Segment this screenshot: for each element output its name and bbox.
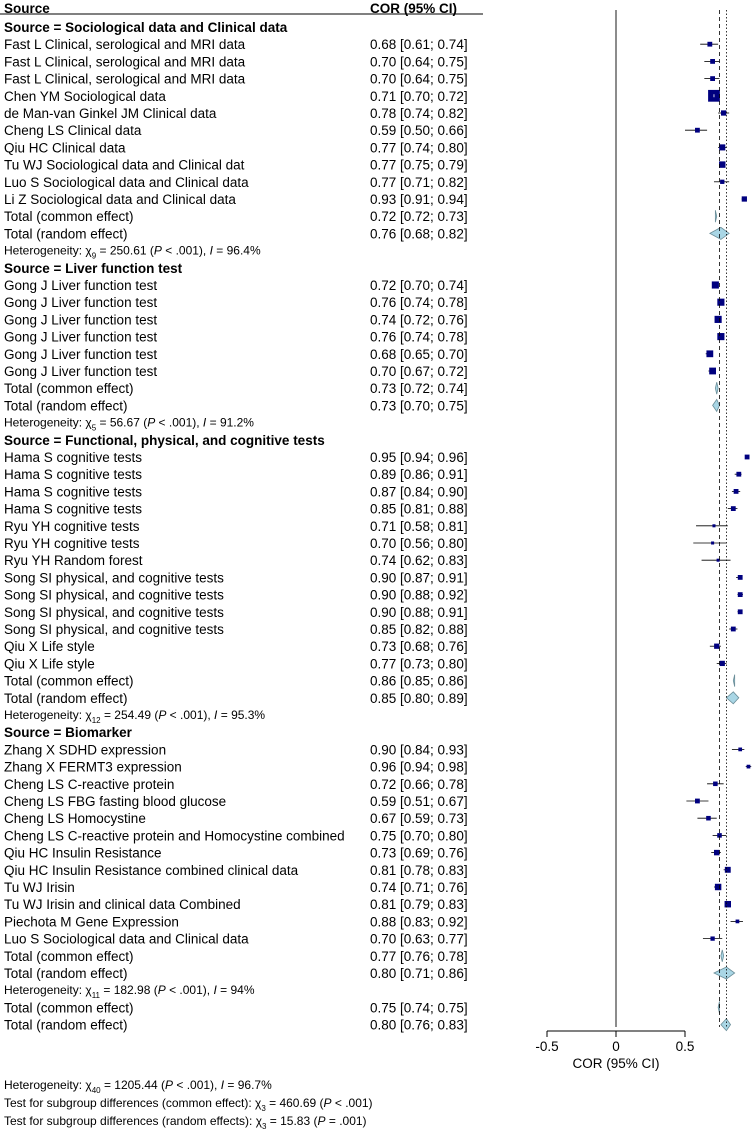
study-ci: 0.77 [0.73; 0.80] <box>370 656 468 672</box>
study-label: Song SI physical, and cognitive tests <box>4 604 224 620</box>
study-label: Qiu HC Clinical data <box>4 140 126 156</box>
stat-value: = 254.49 ( <box>100 708 159 722</box>
study-ci: 0.93 [0.91; 0.94] <box>370 192 468 207</box>
study-ci: 0.85 [0.82; 0.88] <box>370 622 468 637</box>
subtotal-common-label: Total (common effect) <box>4 381 134 397</box>
study-label: Cheng LS FBG fasting blood glucose <box>4 794 227 809</box>
study-label: Gong J Liver function test <box>4 312 158 328</box>
study-ci: 0.78 [0.74; 0.82] <box>370 106 468 121</box>
heterogeneity-text <box>4 983 255 1000</box>
heterogeneity-text <box>4 1114 367 1131</box>
study-label: Qiu HC Insulin Resistance <box>4 845 162 861</box>
p-value: < .001), <box>161 243 210 258</box>
group-title: Source = Liver function test <box>4 260 183 276</box>
p-value: < .001), <box>166 708 215 722</box>
study-ci: 0.90 [0.88; 0.91] <box>370 604 468 620</box>
study-ci: 0.81 [0.78; 0.83] <box>370 862 468 878</box>
subtotal-random-diamond <box>714 967 735 979</box>
heterogeneity-text <box>4 1078 272 1095</box>
p-label: P <box>165 1078 174 1092</box>
study-ci: 0.59 [0.51; 0.67] <box>370 794 468 809</box>
study-ci: 0.71 [0.58; 0.81] <box>370 518 468 534</box>
heterogeneity-text <box>4 244 261 261</box>
study-ci: 0.74 [0.72; 0.76] <box>370 312 468 328</box>
stat-value: = 1205.44 ( <box>100 1078 165 1092</box>
stat-value: = 56.67 ( <box>96 415 148 430</box>
chi-symbol: χ <box>85 983 92 998</box>
chi-symbol: χ <box>255 1096 262 1110</box>
study-ci: 0.77 [0.75; 0.79] <box>370 157 468 173</box>
study-label: de Man-van Ginkel JM Clinical data <box>4 106 217 121</box>
study-marker-box <box>706 350 713 357</box>
overall-random-label: Total (random effect) <box>4 1017 128 1033</box>
study-ci: 0.81 [0.79; 0.83] <box>370 897 468 913</box>
overall-common-ci: 0.75 [0.74; 0.75] <box>370 1000 468 1016</box>
column-header-estimate: COR (95% CI) <box>370 1 458 16</box>
study-marker-box <box>710 76 715 81</box>
degrees-of-freedom: 9 <box>91 251 97 261</box>
p-value: < .001), <box>155 415 203 430</box>
subtotal-random-ci: 0.80 [0.71; 0.86] <box>370 966 468 981</box>
subtotal-random-ci: 0.85 [0.80; 0.89] <box>370 690 468 706</box>
stat-value: = 182.98 ( <box>100 983 158 998</box>
study-label: Piechota M Gene Expression <box>4 914 179 930</box>
study-label: Qiu HC Insulin Resistance combined clinical data <box>4 862 299 878</box>
study-label: Gong J Liver function test <box>4 364 158 379</box>
study-ci: 0.89 [0.86; 0.91] <box>370 467 468 483</box>
study-marker-box <box>738 575 743 580</box>
study-ci: 0.90 [0.84; 0.93] <box>370 742 468 758</box>
study-marker-box <box>736 920 740 924</box>
x-axis-tick-label: -0.5 <box>535 1039 559 1054</box>
study-label: Cheng LS C-reactive protein and Homocystine combined <box>4 828 345 844</box>
study-label: Song SI physical, and cognitive tests <box>4 622 224 637</box>
study-ci: 0.70 [0.64; 0.75] <box>370 71 468 87</box>
stat-value: = 460.69 ( <box>265 1096 324 1110</box>
heterogeneity-text <box>4 1096 373 1113</box>
i-value: = 91.2% <box>206 415 254 430</box>
study-marker-box <box>695 128 700 133</box>
study-marker-box <box>715 316 722 323</box>
study-marker-box <box>713 782 718 787</box>
group-title: Source = Functional, physical, and cognitive tests <box>4 432 325 448</box>
chi-symbol: χ <box>85 1078 92 1092</box>
x-axis-label: COR (95% CI) <box>572 1056 660 1071</box>
study-ci: 0.68 [0.65; 0.70] <box>370 346 468 362</box>
study-label: Hama S cognitive tests <box>4 501 143 517</box>
study-ci: 0.76 [0.74; 0.78] <box>370 329 468 345</box>
study-label: Gong J Liver function test <box>4 346 158 362</box>
study-ci: 0.59 [0.50; 0.66] <box>370 123 468 139</box>
study-label: Li Z Sociological data and Clinical data <box>4 192 236 207</box>
overall-random-diamond <box>721 1019 731 1031</box>
subtotal-common-diamond <box>721 950 724 962</box>
study-marker-box <box>720 180 724 184</box>
study-marker-box <box>742 196 747 201</box>
study-ci: 0.96 [0.94; 0.98] <box>370 759 468 775</box>
heterogeneity-text <box>4 708 265 725</box>
subtotal-common-diamond <box>715 382 718 394</box>
study-label: Fast L Clinical, serological and MRI data <box>4 71 246 87</box>
study-marker-box <box>731 506 736 511</box>
study-marker-box <box>734 489 739 494</box>
study-ci: 0.70 [0.67; 0.72] <box>370 364 468 379</box>
x-axis-tick-label: 0.5 <box>675 1039 695 1054</box>
study-marker-box <box>707 42 712 47</box>
study-ci: 0.70 [0.63; 0.77] <box>370 931 468 947</box>
p-value: < .001) <box>331 1096 373 1110</box>
study-marker-box <box>706 816 711 821</box>
p-label: P <box>158 708 167 722</box>
study-ci: 0.72 [0.70; 0.74] <box>370 278 468 293</box>
study-ci: 0.90 [0.87; 0.91] <box>370 570 468 586</box>
study-label: Ryu YH Random forest <box>4 553 143 569</box>
i-label: I <box>202 415 207 430</box>
p-value: = .001) <box>325 1114 367 1128</box>
group-title: Source = Sociological data and Clinical data <box>4 20 288 35</box>
i-value: = 96.7% <box>224 1078 272 1092</box>
subtotal-common-diamond <box>733 675 734 687</box>
study-ci: 0.87 [0.84; 0.90] <box>370 484 468 500</box>
i-label: I <box>220 1078 225 1092</box>
subtotal-random-diamond <box>713 399 720 411</box>
study-marker-box <box>710 59 715 64</box>
column-header-source: Source <box>4 1 50 16</box>
subtotal-random-ci: 0.73 [0.70; 0.75] <box>370 398 468 414</box>
chi-symbol: χ <box>85 243 92 258</box>
i-label: I <box>213 983 217 998</box>
study-marker-box <box>715 884 721 890</box>
study-marker-box <box>709 368 716 375</box>
chi-symbol: χ <box>255 1114 262 1128</box>
study-label: Cheng LS C-reactive protein <box>4 776 175 792</box>
subtotal-common-ci: 0.77 [0.76; 0.78] <box>370 948 468 964</box>
p-value: < .001), <box>173 1078 221 1092</box>
subtotal-random-label: Total (random effect) <box>4 966 128 981</box>
study-label: Zhang X FERMT3 expression <box>4 759 182 775</box>
i-value: = 96.4% <box>212 243 261 258</box>
subtotal-common-ci: 0.86 [0.85; 0.86] <box>370 673 468 689</box>
study-marker-box <box>725 867 731 873</box>
study-label: Hama S cognitive tests <box>4 484 143 500</box>
study-marker-box <box>725 901 731 907</box>
study-label: Ryu YH cognitive tests <box>4 536 140 551</box>
subtotal-common-ci: 0.73 [0.72; 0.74] <box>370 381 468 397</box>
p-label: P <box>153 243 162 258</box>
study-marker-box <box>731 627 736 632</box>
study-ci: 0.77 [0.71; 0.82] <box>370 174 468 190</box>
p-label: P <box>157 983 166 998</box>
chi-symbol: χ <box>85 415 92 430</box>
study-marker-box <box>711 541 714 544</box>
stat-prefix: Test for subgroup differences (common effect): <box>4 1096 256 1110</box>
study-marker-box <box>745 455 750 460</box>
stat-prefix: Heterogeneity: <box>4 243 86 258</box>
degrees-of-freedom: 11 <box>91 991 101 1001</box>
degrees-of-freedom: 5 <box>91 423 97 433</box>
stat-prefix: Heterogeneity: <box>4 415 86 430</box>
p-label: P <box>317 1114 326 1128</box>
stat-prefix: Heterogeneity: <box>4 708 86 722</box>
study-ci: 0.95 [0.94; 0.96] <box>370 450 468 465</box>
subtotal-random-ci: 0.76 [0.68; 0.82] <box>370 226 468 242</box>
study-marker-box <box>721 110 726 115</box>
study-label: Zhang X SDHD expression <box>4 742 167 758</box>
subtotal-common-label: Total (common effect) <box>4 209 134 225</box>
stat-value: = 250.61 ( <box>96 243 154 258</box>
i-label: I <box>209 243 213 258</box>
study-ci: 0.88 [0.83; 0.92] <box>370 914 468 930</box>
study-ci: 0.74 [0.62; 0.83] <box>370 553 468 569</box>
study-marker-box <box>738 748 742 752</box>
study-marker-box <box>717 333 724 340</box>
study-label: Hama S cognitive tests <box>4 450 143 465</box>
study-marker-box <box>717 299 724 306</box>
study-label: Luo S Sociological data and Clinical data <box>4 931 249 947</box>
study-label: Tu WJ Sociological data and Clinical dat <box>4 157 245 173</box>
study-ci: 0.85 [0.81; 0.88] <box>370 501 468 517</box>
study-label: Luo S Sociological data and Clinical data <box>4 174 249 190</box>
study-ci: 0.72 [0.66; 0.78] <box>370 776 468 792</box>
study-label: Song SI physical, and cognitive tests <box>4 570 224 586</box>
study-marker-box <box>719 161 725 167</box>
subtotal-random-diamond <box>726 692 738 704</box>
study-marker-box <box>712 281 719 288</box>
degrees-of-freedom: 3 <box>261 1104 266 1113</box>
subtotal-random-label: Total (random effect) <box>4 398 128 414</box>
study-label: Cheng LS Homocystine <box>4 811 146 827</box>
group-title: Source = Biomarker <box>4 725 132 741</box>
stat-value: = 15.83 ( <box>266 1114 318 1128</box>
study-marker-box <box>747 765 751 769</box>
degrees-of-freedom: 12 <box>91 716 101 725</box>
study-marker-box <box>720 661 725 666</box>
stat-prefix: Heterogeneity: <box>4 983 86 998</box>
study-ci: 0.70 [0.56; 0.80] <box>370 536 468 551</box>
study-ci: 0.70 [0.64; 0.75] <box>370 54 468 70</box>
study-label: Gong J Liver function test <box>4 329 158 345</box>
subtotal-common-ci: 0.72 [0.72; 0.73] <box>370 209 468 225</box>
subtotal-random-label: Total (random effect) <box>4 690 128 706</box>
study-ci: 0.68 [0.61; 0.74] <box>370 37 468 53</box>
study-marker-box <box>738 609 743 614</box>
study-label: Gong J Liver function test <box>4 295 158 311</box>
heterogeneity-text <box>4 416 254 433</box>
study-label: Tu WJ Irisin and clinical data Combined <box>4 897 241 913</box>
study-label: Song SI physical, and cognitive tests <box>4 587 224 603</box>
study-ci: 0.73 [0.68; 0.76] <box>370 639 468 655</box>
study-label: Cheng LS Clinical data <box>4 123 142 139</box>
p-label: P <box>147 415 156 430</box>
degrees-of-freedom: 40 <box>91 1086 101 1095</box>
x-axis-tick-label: 0 <box>612 1039 620 1054</box>
study-label: Ryu YH cognitive tests <box>4 518 140 534</box>
chi-symbol: χ <box>85 708 92 722</box>
i-value: = 94% <box>216 983 255 998</box>
study-marker-box <box>714 850 719 855</box>
stat-prefix: Heterogeneity: <box>4 1078 86 1092</box>
degrees-of-freedom: 3 <box>262 1122 267 1131</box>
study-label: Fast L Clinical, serological and MRI data <box>4 54 246 70</box>
study-label: Hama S cognitive tests <box>4 467 143 483</box>
study-label: Fast L Clinical, serological and MRI data <box>4 37 246 53</box>
study-ci: 0.71 [0.70; 0.72] <box>370 88 468 104</box>
study-label: Gong J Liver function test <box>4 278 158 293</box>
stat-prefix: Test for subgroup differences (random effects): <box>4 1114 256 1128</box>
study-label: Qiu X Life style <box>4 656 95 672</box>
study-label: Qiu X Life style <box>4 639 95 655</box>
study-ci: 0.75 [0.70; 0.80] <box>370 828 468 844</box>
study-label: Chen YM Sociological data <box>4 88 166 104</box>
study-ci: 0.77 [0.74; 0.80] <box>370 140 468 156</box>
subtotal-common-diamond <box>715 210 716 222</box>
p-label: P <box>323 1096 332 1110</box>
overall-random-ci: 0.80 [0.76; 0.83] <box>370 1017 468 1033</box>
study-marker-box <box>695 799 700 804</box>
study-marker-box <box>714 644 719 649</box>
study-ci: 0.67 [0.59; 0.73] <box>370 811 468 827</box>
study-ci: 0.73 [0.69; 0.76] <box>370 845 468 861</box>
study-marker-box <box>736 472 741 477</box>
subtotal-common-label: Total (common effect) <box>4 673 134 689</box>
study-marker-box <box>712 524 715 527</box>
p-value: < .001), <box>165 983 214 998</box>
study-marker-box <box>710 936 714 940</box>
study-ci: 0.74 [0.71; 0.76] <box>370 880 468 895</box>
study-marker-box <box>738 592 743 597</box>
subtotal-common-label: Total (common effect) <box>4 948 134 964</box>
subtotal-random-label: Total (random effect) <box>4 226 128 242</box>
study-ci: 0.90 [0.88; 0.92] <box>370 587 468 603</box>
study-ci: 0.76 [0.74; 0.78] <box>370 295 468 311</box>
study-label: Tu WJ Irisin <box>4 880 75 895</box>
i-value: = 95.3% <box>217 708 266 722</box>
i-label: I <box>214 708 218 722</box>
study-marker-box <box>719 144 725 150</box>
overall-common-label: Total (common effect) <box>4 1000 134 1016</box>
